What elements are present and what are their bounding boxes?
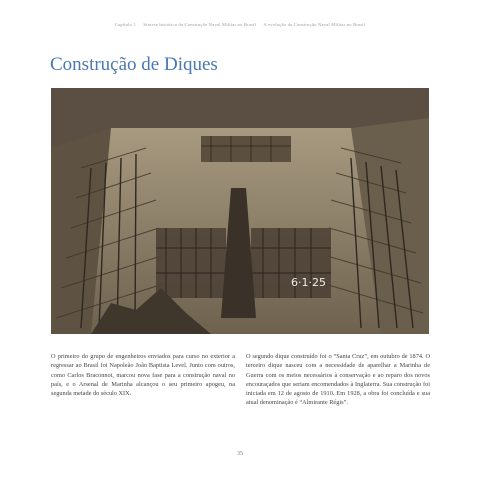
header-chapter: Capítulo 1 — [114, 22, 137, 27]
page-title: Construção de Diques — [50, 54, 218, 75]
running-header — [0, 22, 480, 27]
body-text-left-column: O primeiro do grupo de engenheiros enviados para curso no exterior a regressar ao Brasil foi Napoleão João Baptista Level. Junto com outros, como Carlos Braconnot, marcou nova fase para a construção naval no país, e o Arsenal de Marinha alcançou o seu primeiro apogeu, na segunda metade do século XIX. — [51, 353, 235, 398]
dry-dock-photograph — [51, 88, 429, 334]
header-section-b: A evolução da Construção Naval Militar no Brasil — [263, 22, 366, 27]
photo-illustration — [51, 88, 429, 334]
body-text-right-column: O segundo dique construído foi o “Santa Cruz”, em outubro de 1874. O terceiro dique nasceu com a necessidade de aparelhar a Marinha de Guerra com os meios necessários à conservação e ao reparo dos novos encouraçados que seriam encomendados à Inglaterra. Sua construção foi iniciada em 12 de agosto de 1910. Em 1928, a obra foi concluída e sua atual denominação é “Almirante Régis”. — [246, 353, 430, 407]
page-number: 35 — [237, 451, 243, 457]
header-section-a: Síntese histórica da Construção Naval Militar no Brasil — [143, 22, 257, 27]
photo-label: 6·1·25 — [291, 276, 326, 289]
